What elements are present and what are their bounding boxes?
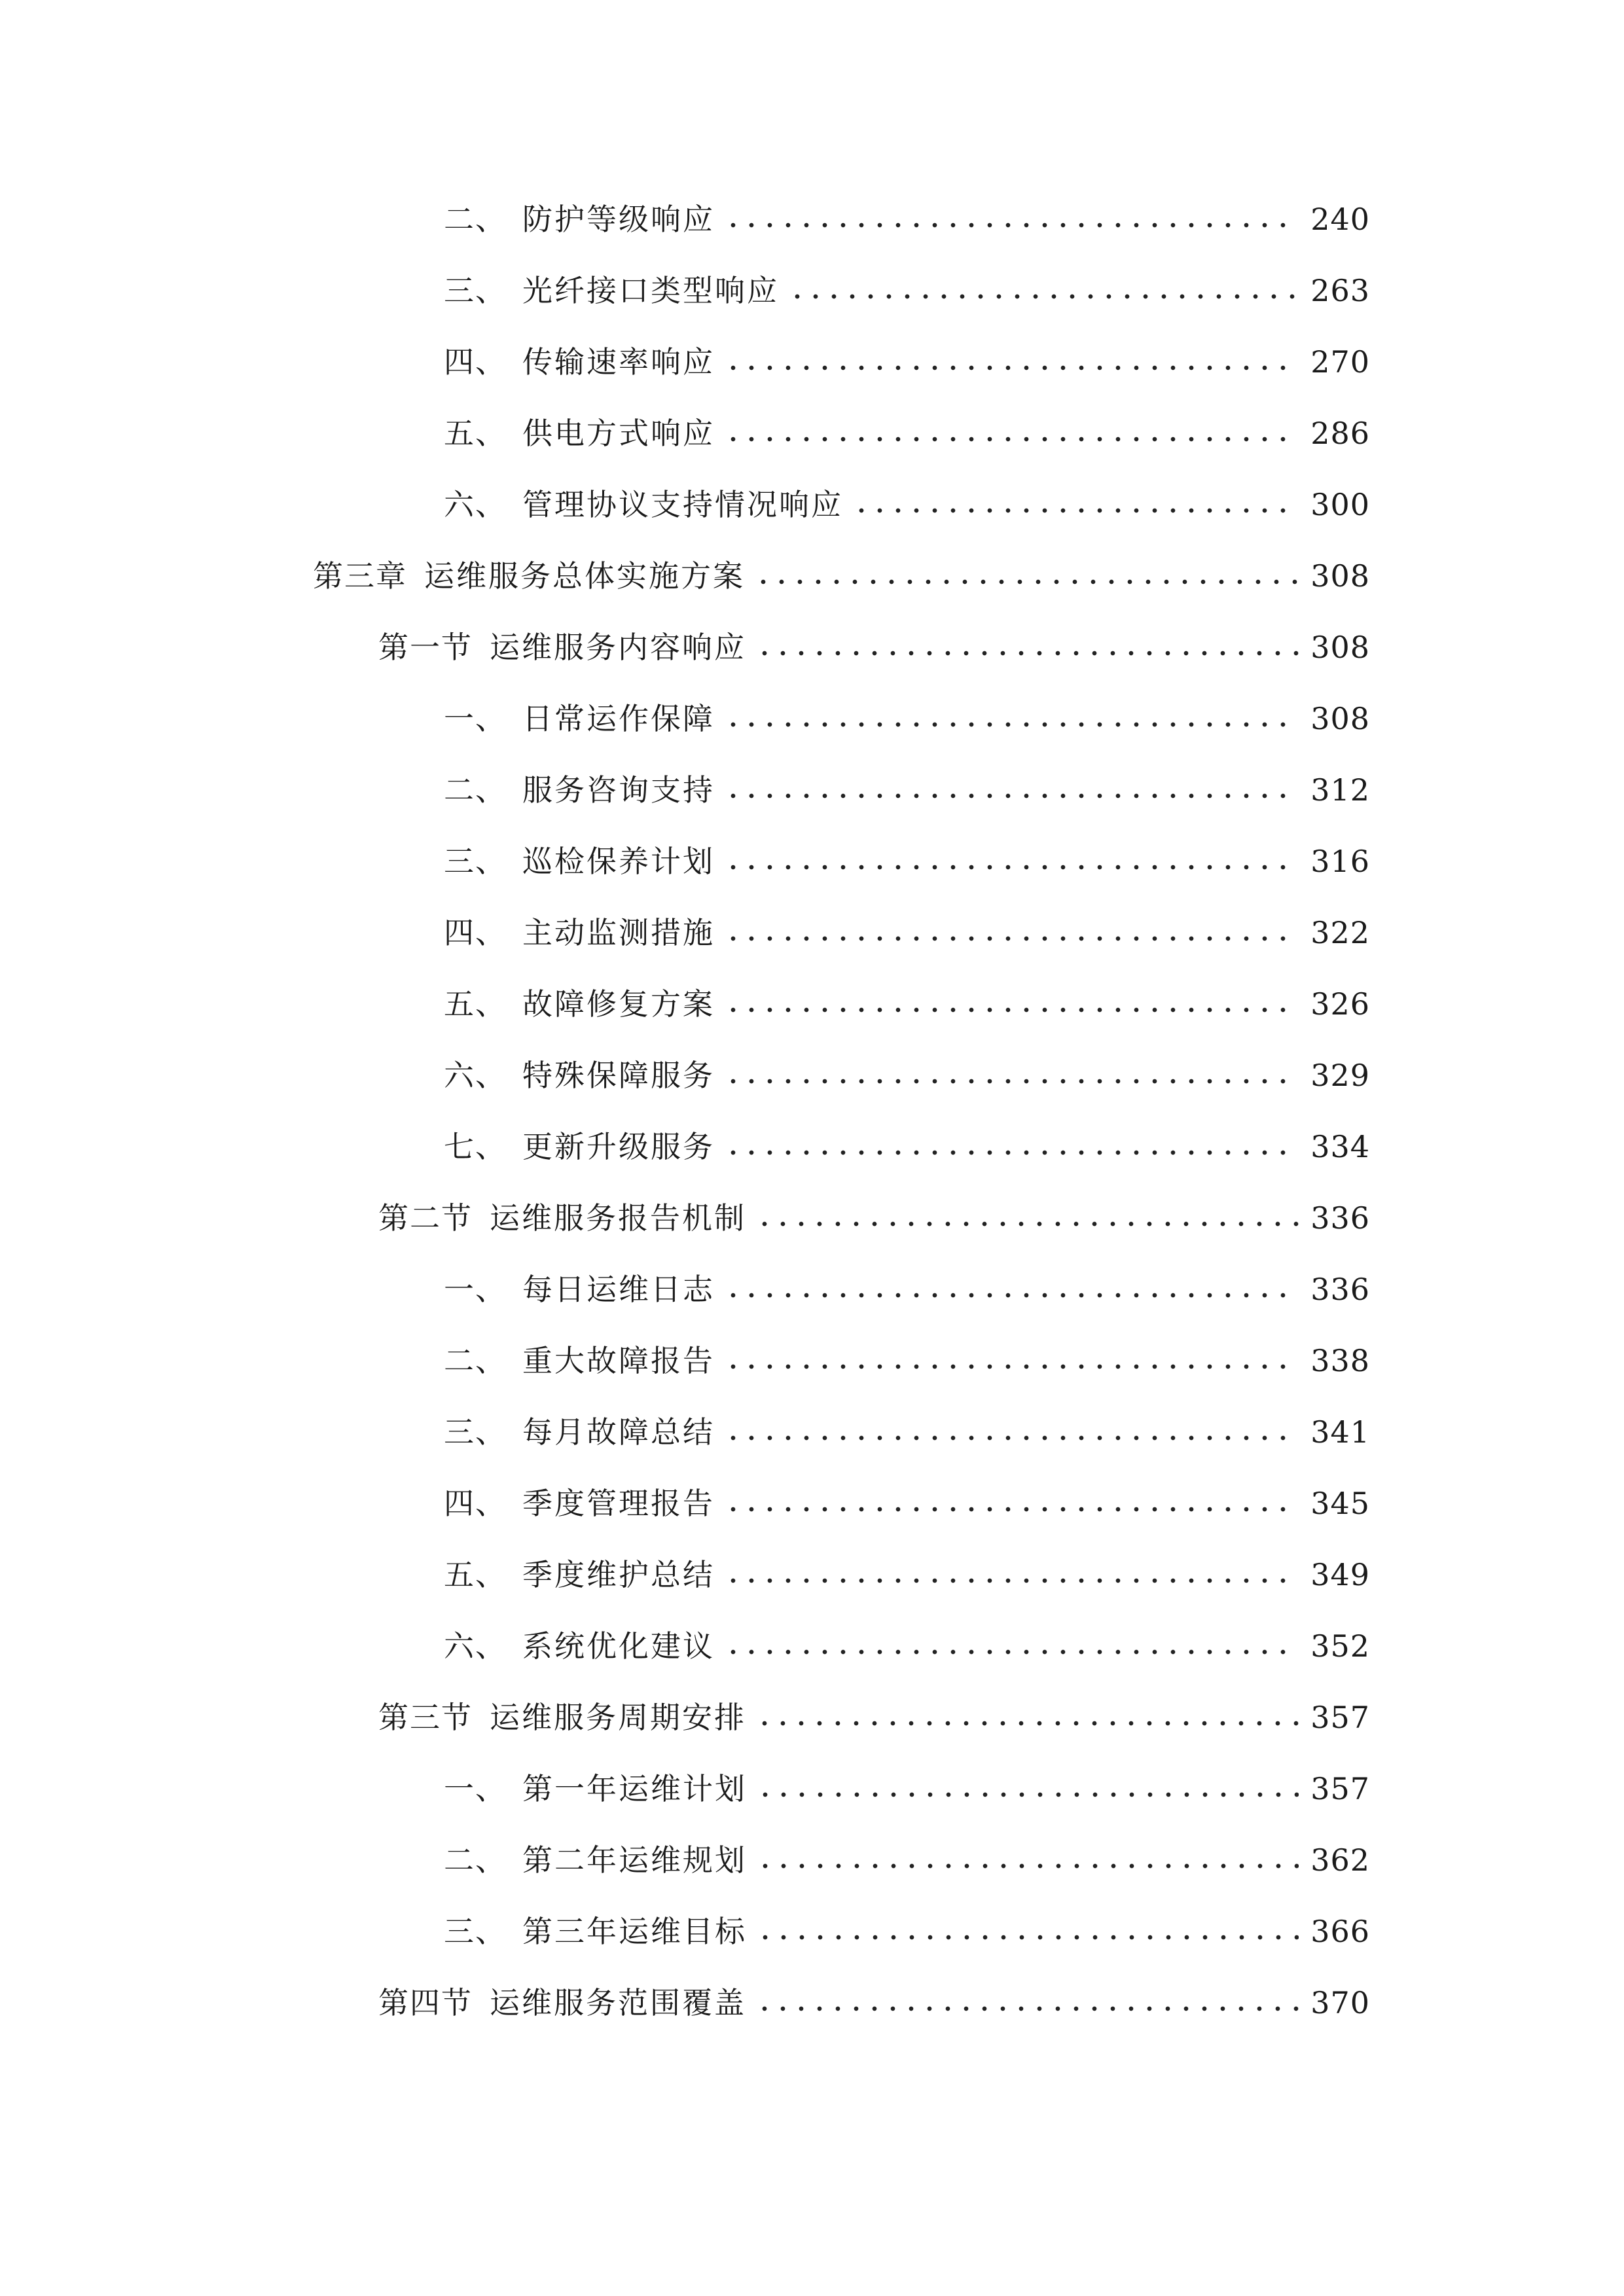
- toc-entry[interactable]: [444, 689, 1370, 748]
- toc-entry-title: 第一年运维计划: [522, 1771, 747, 1806]
- toc-entry-page: 357: [1310, 1771, 1370, 1806]
- toc-entry[interactable]: [444, 1545, 1370, 1604]
- toc-entry[interactable]: [444, 1759, 1370, 1818]
- toc-entry-title: 供电方式响应: [522, 416, 715, 451]
- toc-dot-leader: [755, 2005, 1299, 2012]
- toc-entry-page: 263: [1310, 273, 1370, 308]
- toc-dot-leader: [724, 1506, 1299, 1513]
- toc-entry-number: 六、: [444, 487, 507, 522]
- toc-entry[interactable]: [444, 1046, 1370, 1105]
- toc-entry-number: 二、: [444, 202, 507, 237]
- toc-entry-page: 336: [1310, 1272, 1370, 1307]
- toc-dot-leader: [756, 1791, 1299, 1798]
- toc-entry-number: 三、: [444, 1414, 507, 1450]
- toc-entry-number: 六、: [444, 1058, 507, 1093]
- toc-dot-leader: [724, 721, 1299, 728]
- toc-entry-title: 第三年运维目标: [522, 1914, 747, 1949]
- toc-dot-leader: [756, 1934, 1299, 1941]
- toc-entry-number: 第二节: [378, 1200, 473, 1236]
- toc-entry-number: 二、: [444, 772, 507, 808]
- toc-entry[interactable]: [444, 1902, 1370, 1961]
- toc-entry-page: 308: [1310, 701, 1370, 736]
- toc-entry-number: 四、: [444, 915, 507, 950]
- toc-entry-page: 322: [1310, 915, 1370, 950]
- toc-entry-number: 二、: [444, 1343, 507, 1378]
- toc-entry-title: 故障修复方案: [522, 986, 715, 1022]
- toc-entry-number: 一、: [444, 701, 507, 736]
- toc-section-entry[interactable]: [378, 1688, 1370, 1747]
- toc-entry-page: 326: [1310, 986, 1370, 1022]
- toc-dot-leader: [724, 1007, 1299, 1013]
- toc-chapter-entry[interactable]: [313, 547, 1370, 605]
- toc-entry-page: 352: [1310, 1628, 1370, 1664]
- toc-section-entry[interactable]: [378, 618, 1370, 677]
- toc-entry-title: 运维服务内容响应: [490, 630, 746, 665]
- toc-dot-leader: [724, 1078, 1299, 1085]
- toc-entry-title: 传输速率响应: [522, 344, 715, 380]
- toc-dot-leader: [754, 579, 1299, 585]
- toc-dot-leader: [724, 365, 1299, 371]
- toc-entry-title: 第二年运维规划: [522, 1842, 747, 1878]
- toc-entry-title: 服务咨询支持: [522, 772, 715, 808]
- toc-entry-page: 366: [1310, 1914, 1370, 1949]
- toc-entry-title: 季度维护总结: [522, 1557, 715, 1592]
- toc-dot-leader: [852, 507, 1299, 514]
- toc-entry-page: 357: [1310, 1700, 1370, 1735]
- toc-entry[interactable]: [444, 1474, 1370, 1533]
- toc-dot-leader: [755, 1221, 1299, 1227]
- toc-entry-page: 334: [1310, 1129, 1370, 1164]
- toc-dot-leader: [755, 1720, 1299, 1727]
- toc-entry-number: 七、: [444, 1129, 507, 1164]
- toc-dot-leader: [724, 436, 1299, 442]
- toc-entry-number: 三、: [444, 273, 507, 308]
- toc-entry-page: 336: [1310, 1200, 1370, 1236]
- toc-entry-number: 一、: [444, 1771, 507, 1806]
- toc-entry[interactable]: [444, 1117, 1370, 1176]
- toc-entry[interactable]: [444, 832, 1370, 891]
- toc-entry-title: 运维服务报告机制: [490, 1200, 746, 1236]
- toc-entry-page: 341: [1310, 1414, 1370, 1450]
- toc-entry-title: 主动监测措施: [522, 915, 715, 950]
- toc-entry-number: 五、: [444, 1557, 507, 1592]
- toc-dot-leader: [755, 650, 1299, 656]
- toc-entry-number: 第一节: [378, 630, 473, 665]
- toc-entry-number: 四、: [444, 1486, 507, 1521]
- toc-dot-leader: [724, 222, 1299, 228]
- toc-entry-title: 季度管理报告: [522, 1486, 715, 1521]
- toc-dot-leader: [724, 1149, 1299, 1156]
- toc-entry-number: 第三节: [378, 1700, 473, 1735]
- toc-dot-leader: [724, 935, 1299, 942]
- toc-entry-page: 349: [1310, 1557, 1370, 1592]
- toc-entry-title: 运维服务总体实施方案: [424, 558, 745, 594]
- toc-entry-page: 308: [1310, 630, 1370, 665]
- toc-entry-title: 运维服务周期安排: [490, 1700, 746, 1735]
- toc-dot-leader: [724, 1363, 1299, 1370]
- toc-entry-page: 312: [1310, 772, 1370, 808]
- toc-entry[interactable]: [444, 1403, 1370, 1462]
- toc-entry-number: 四、: [444, 344, 507, 380]
- toc-entry-number: 一、: [444, 1272, 507, 1307]
- toc-section-entry[interactable]: [378, 1973, 1370, 2032]
- toc-entry-title: 更新升级服务: [522, 1129, 715, 1164]
- toc-entry-number: 六、: [444, 1628, 507, 1664]
- toc-section-entry[interactable]: [378, 1189, 1370, 1247]
- toc-entry[interactable]: [444, 1831, 1370, 1890]
- toc-entry-title: 每月故障总结: [522, 1414, 715, 1450]
- toc-entry[interactable]: [444, 975, 1370, 1033]
- toc-dot-leader: [724, 1435, 1299, 1441]
- toc-entry-number: 三、: [444, 1914, 507, 1949]
- toc-entry[interactable]: [444, 761, 1370, 819]
- toc-entry-title: 防护等级响应: [522, 202, 715, 237]
- toc-entry-title: 系统优化建议: [522, 1628, 715, 1664]
- toc-entry[interactable]: [444, 190, 1370, 249]
- toc-entry[interactable]: [444, 903, 1370, 962]
- toc-entry[interactable]: [444, 475, 1370, 534]
- toc-entry-page: 308: [1310, 558, 1370, 594]
- toc-entry-page: 240: [1310, 202, 1370, 237]
- toc-entry[interactable]: [444, 261, 1370, 320]
- toc-entry-page: 300: [1310, 487, 1370, 522]
- toc-entry-title: 运维服务范围覆盖: [490, 1985, 746, 2020]
- toc-dot-leader: [724, 793, 1299, 799]
- toc-entry-title: 日常运作保障: [522, 701, 715, 736]
- toc-entry-title: 每日运维日志: [522, 1272, 715, 1307]
- toc-entry-number: 二、: [444, 1842, 507, 1878]
- toc-entry-page: 338: [1310, 1343, 1370, 1378]
- toc-entry-title: 管理协议支持情况响应: [522, 487, 843, 522]
- toc-dot-leader: [724, 1649, 1299, 1655]
- toc-dot-leader: [724, 1292, 1299, 1299]
- toc-entry-page: 370: [1310, 1985, 1370, 2020]
- toc-entry-page: 345: [1310, 1486, 1370, 1521]
- toc-entry-title: 巡检保养计划: [522, 844, 715, 879]
- toc-entry[interactable]: [444, 1260, 1370, 1319]
- toc-entry-page: 286: [1310, 416, 1370, 451]
- toc-entry-page: 329: [1310, 1058, 1370, 1093]
- toc-entry[interactable]: [444, 332, 1370, 391]
- toc-entry-title: 重大故障报告: [522, 1343, 715, 1378]
- toc-entry-page: 270: [1310, 344, 1370, 380]
- toc-entry-number: 五、: [444, 416, 507, 451]
- toc-entry-number: 第四节: [378, 1985, 473, 2020]
- toc-entry-page: 316: [1310, 844, 1370, 879]
- toc-dot-leader: [756, 1863, 1299, 1869]
- toc-entry-number: 三、: [444, 844, 507, 879]
- toc-entry-number: 五、: [444, 986, 507, 1022]
- toc-dot-leader: [724, 1577, 1299, 1584]
- toc-entry[interactable]: [444, 404, 1370, 463]
- toc-dot-leader: [788, 293, 1299, 300]
- toc-entry[interactable]: [444, 1617, 1370, 1676]
- toc-entry-title: 光纤接口类型响应: [522, 273, 779, 308]
- toc-entry[interactable]: [444, 1331, 1370, 1390]
- toc-dot-leader: [724, 864, 1299, 870]
- toc-entry-title: 特殊保障服务: [522, 1058, 715, 1093]
- toc-entry-number: 第三章: [313, 558, 407, 594]
- toc-entry-page: 362: [1310, 1842, 1370, 1878]
